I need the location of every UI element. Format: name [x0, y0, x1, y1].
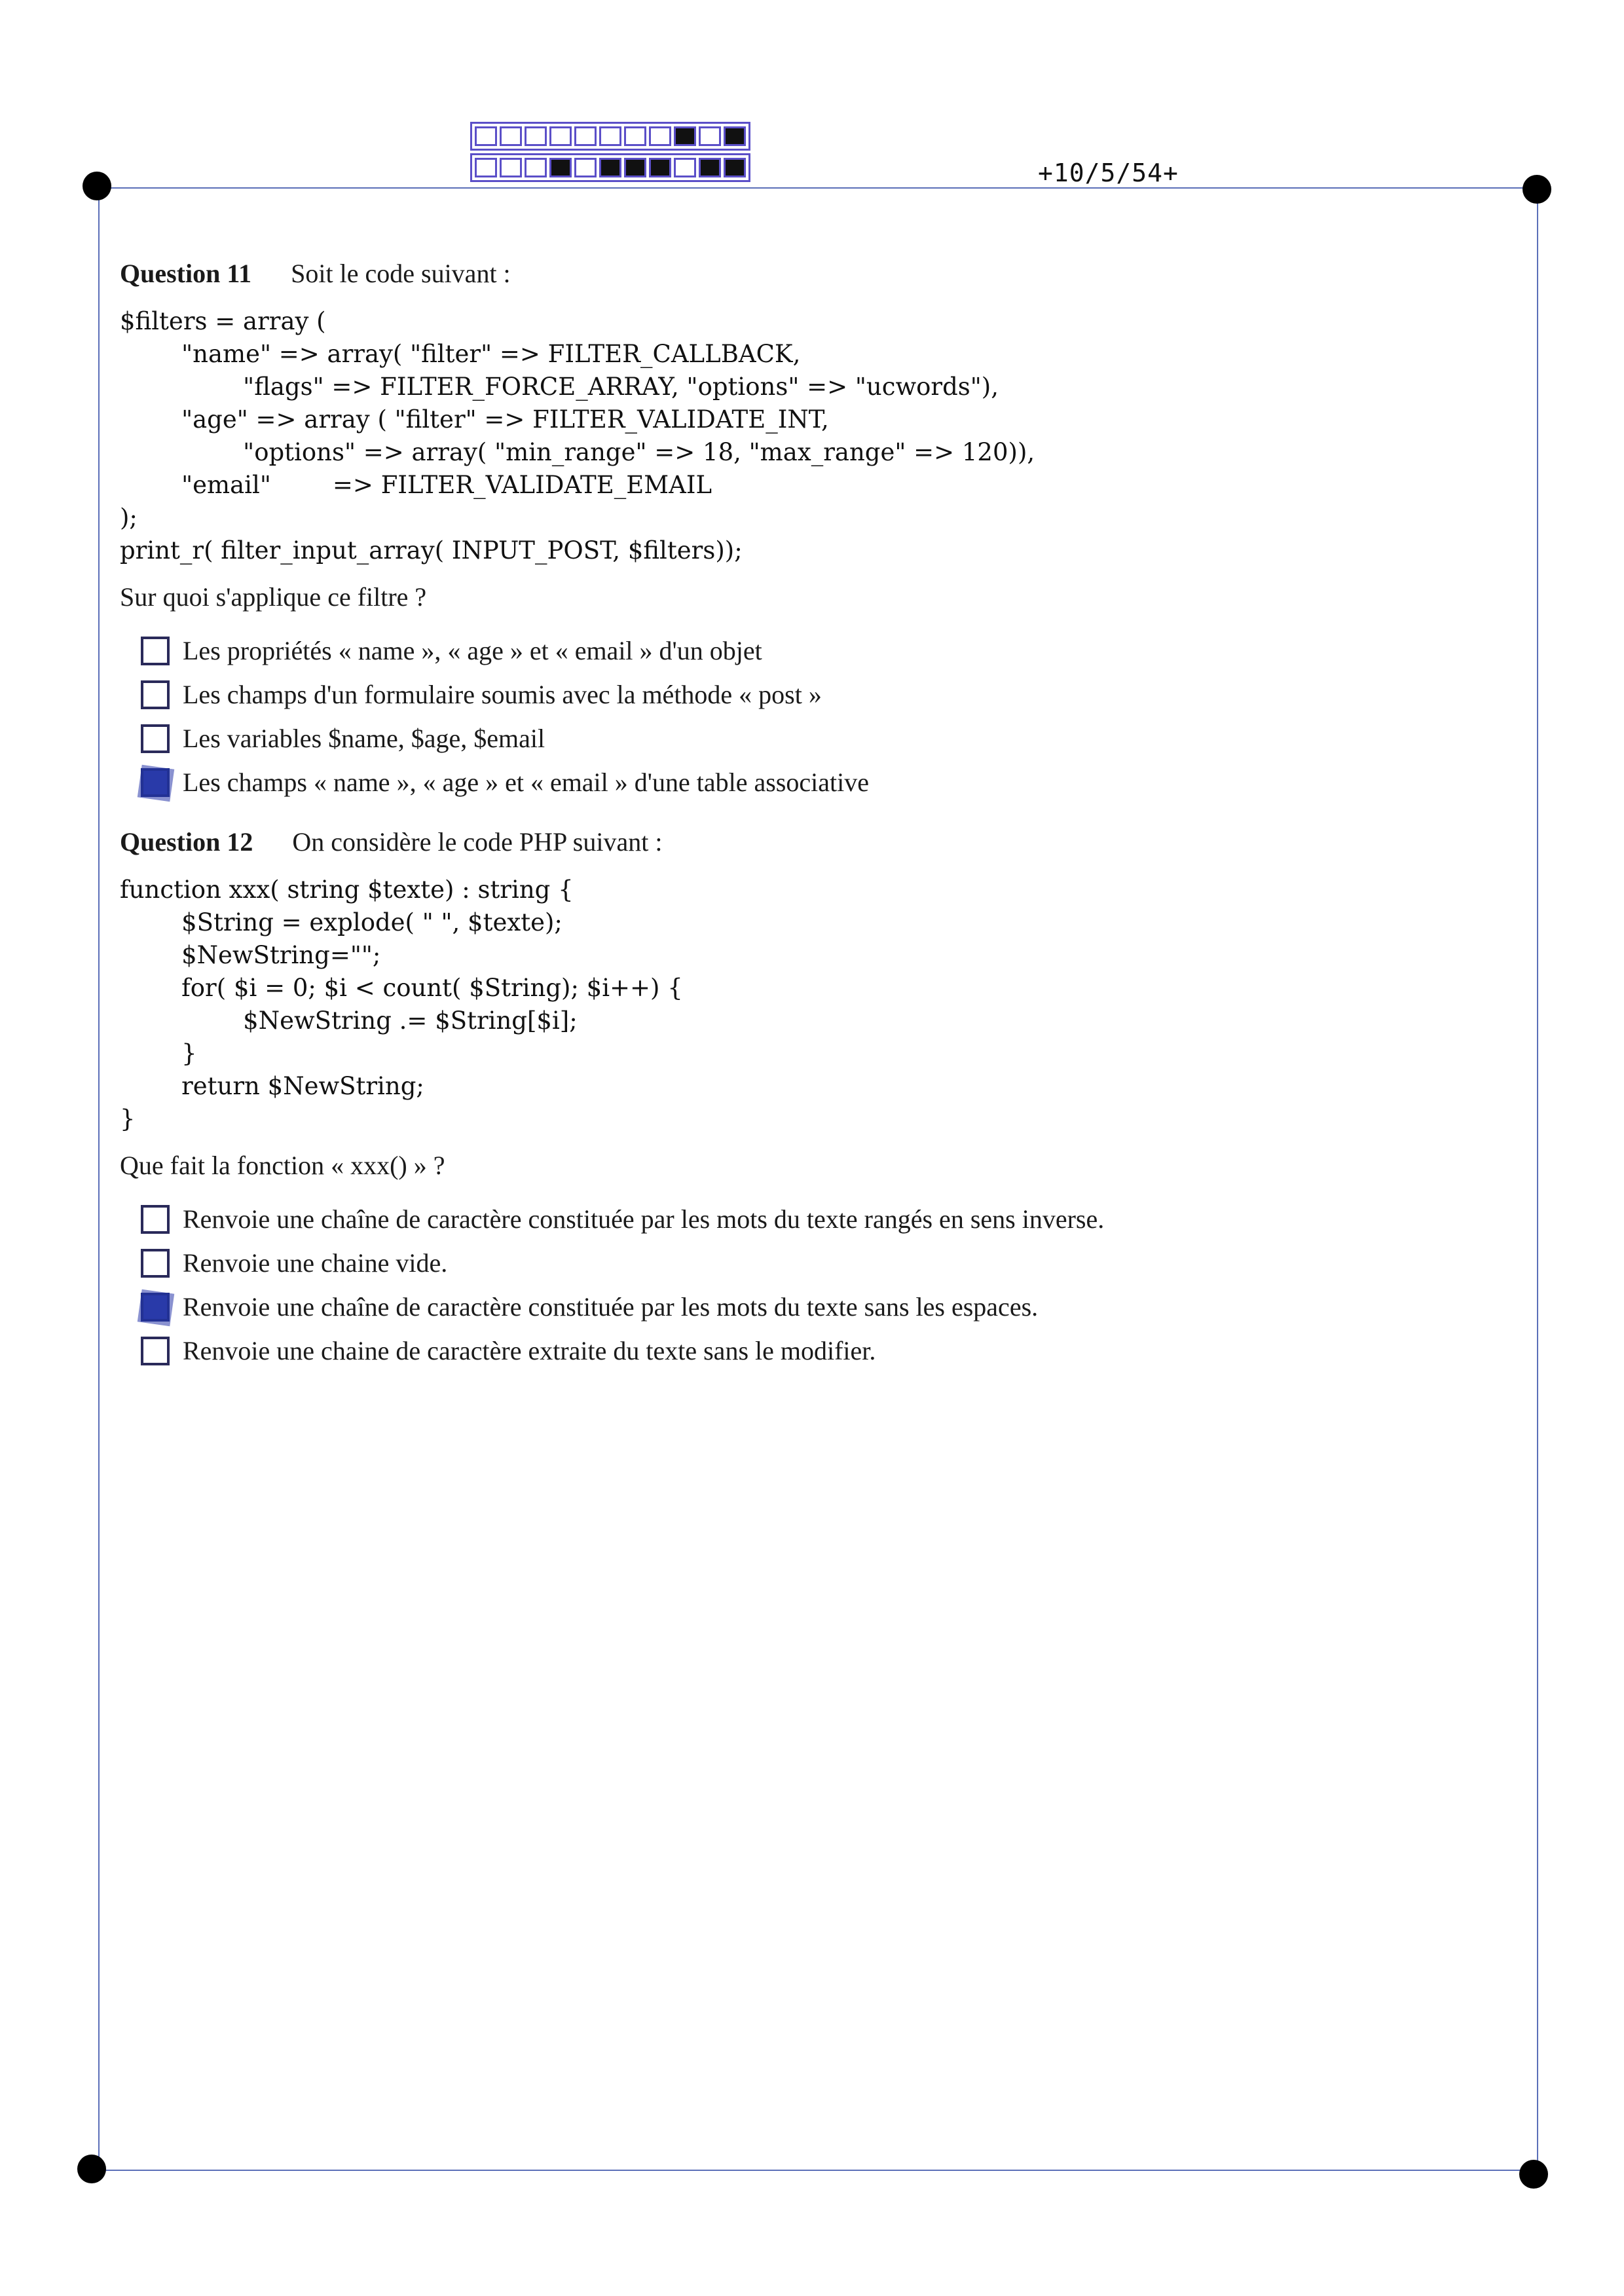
question-12-answers — [120, 1197, 1508, 1373]
answer-label: Les champs d'un formulaire soumis avec la méthode « post » — [183, 680, 822, 709]
answer-option[interactable] — [141, 716, 1508, 760]
corner-mark-bottom-left — [77, 2155, 106, 2183]
answer-option[interactable] — [141, 1285, 1508, 1329]
checkbox-icon[interactable] — [141, 1249, 170, 1278]
question-12 — [120, 824, 1508, 1373]
answer-option[interactable] — [141, 760, 1508, 804]
question-12-heading — [120, 824, 1508, 861]
page-code-row-2 — [470, 153, 750, 182]
questions-container — [120, 255, 1508, 1392]
frame-left-border — [98, 187, 100, 2170]
question-12-code: function xxx( string $texte) : string { $String = explode( " ", $texte); $NewString=""; for( $i = 0; $i < count( $String); $i++) { $NewString .= $String[$i]; } return $NewString; } — [120, 876, 683, 1133]
question-11-intro: Soit le code suivant : — [291, 259, 511, 288]
frame-top-border — [98, 187, 1539, 189]
code-cell-filled — [599, 158, 621, 177]
checkbox-checked-icon[interactable] — [141, 1293, 170, 1322]
code-cell-empty — [525, 126, 547, 146]
answer-option[interactable] — [141, 673, 1508, 716]
checkbox-icon[interactable] — [141, 680, 170, 709]
question-12-intro: On considère le code PHP suivant : — [292, 827, 663, 857]
code-cell-filled — [724, 126, 746, 146]
question-11-code: $filters = array ( "name" => array( "filter" => FILTER_CALLBACK, "flags" => FILTER_FORCE_ARRAY, "options" => "ucwords"), "age" => array ( "filter" => FILTER_VALIDATE_INT, "options" => array( "min_range" => 18, "max_range" => 120)), "email" => FILTER_VALIDATE_EMAIL ); print_r( filter_input_array( INPUT_POST, $filters)); — [120, 307, 1035, 565]
code-cell-empty — [699, 126, 721, 146]
checkbox-checked-icon[interactable] — [141, 768, 170, 797]
question-11 — [120, 255, 1508, 804]
corner-mark-bottom-right — [1519, 2160, 1548, 2189]
answer-option[interactable] — [141, 1197, 1508, 1241]
code-cell-empty — [500, 158, 522, 177]
code-cell-empty — [649, 126, 671, 146]
checkbox-icon[interactable] — [141, 637, 170, 665]
code-cell-empty — [574, 126, 597, 146]
answer-label: Les variables $name, $age, $email — [183, 724, 545, 753]
code-cell-filled — [649, 158, 671, 177]
question-12-prompt: Que fait la fonction « xxx() » ? — [120, 1151, 445, 1180]
code-cell-filled — [724, 158, 746, 177]
checkbox-icon[interactable] — [141, 1337, 170, 1365]
code-cell-empty — [674, 158, 696, 177]
code-cell-empty — [599, 126, 621, 146]
code-cell-filled — [624, 158, 646, 177]
answer-label: Renvoie une chaine vide. — [183, 1248, 448, 1278]
code-cell-empty — [574, 158, 597, 177]
checkbox-icon[interactable] — [141, 724, 170, 753]
code-cell-empty — [624, 126, 646, 146]
question-11-answers — [120, 629, 1508, 804]
question-12-number: Question 12 — [120, 827, 253, 857]
answer-label: Renvoie une chaîne de caractère constituée par les mots du texte rangés en sens inverse. — [183, 1204, 1105, 1234]
page-id: +10/5/54+ — [1038, 158, 1179, 187]
code-cell-filled — [549, 158, 572, 177]
code-cell-filled — [674, 126, 696, 146]
frame-bottom-border — [93, 2170, 1534, 2171]
corner-mark-top-left — [83, 172, 111, 200]
question-11-prompt: Sur quoi s'applique ce filtre ? — [120, 582, 427, 612]
code-cell-empty — [475, 158, 497, 177]
answer-option[interactable] — [141, 1329, 1508, 1373]
answer-option[interactable] — [141, 1241, 1508, 1285]
code-cell-filled — [699, 158, 721, 177]
answer-label: Renvoie une chaîne de caractère constituée par les mots du texte sans les espaces. — [183, 1292, 1039, 1322]
code-cell-empty — [500, 126, 522, 146]
code-cell-empty — [549, 126, 572, 146]
question-11-number: Question 11 — [120, 259, 252, 288]
answer-label: Les propriétés « name », « age » et « email » d'un objet — [183, 636, 762, 665]
page-code-row-1 — [470, 122, 750, 151]
frame-right-border — [1537, 189, 1538, 2172]
checkbox-icon[interactable] — [141, 1205, 170, 1234]
code-cell-empty — [525, 158, 547, 177]
code-cell-empty — [475, 126, 497, 146]
answer-option[interactable] — [141, 629, 1508, 673]
corner-mark-top-right — [1522, 175, 1551, 204]
answer-label: Renvoie une chaine de caractère extraite du texte sans le modifier. — [183, 1336, 876, 1365]
question-11-heading — [120, 255, 1508, 292]
answer-label: Les champs « name », « age » et « email » d'une table associative — [183, 768, 869, 797]
